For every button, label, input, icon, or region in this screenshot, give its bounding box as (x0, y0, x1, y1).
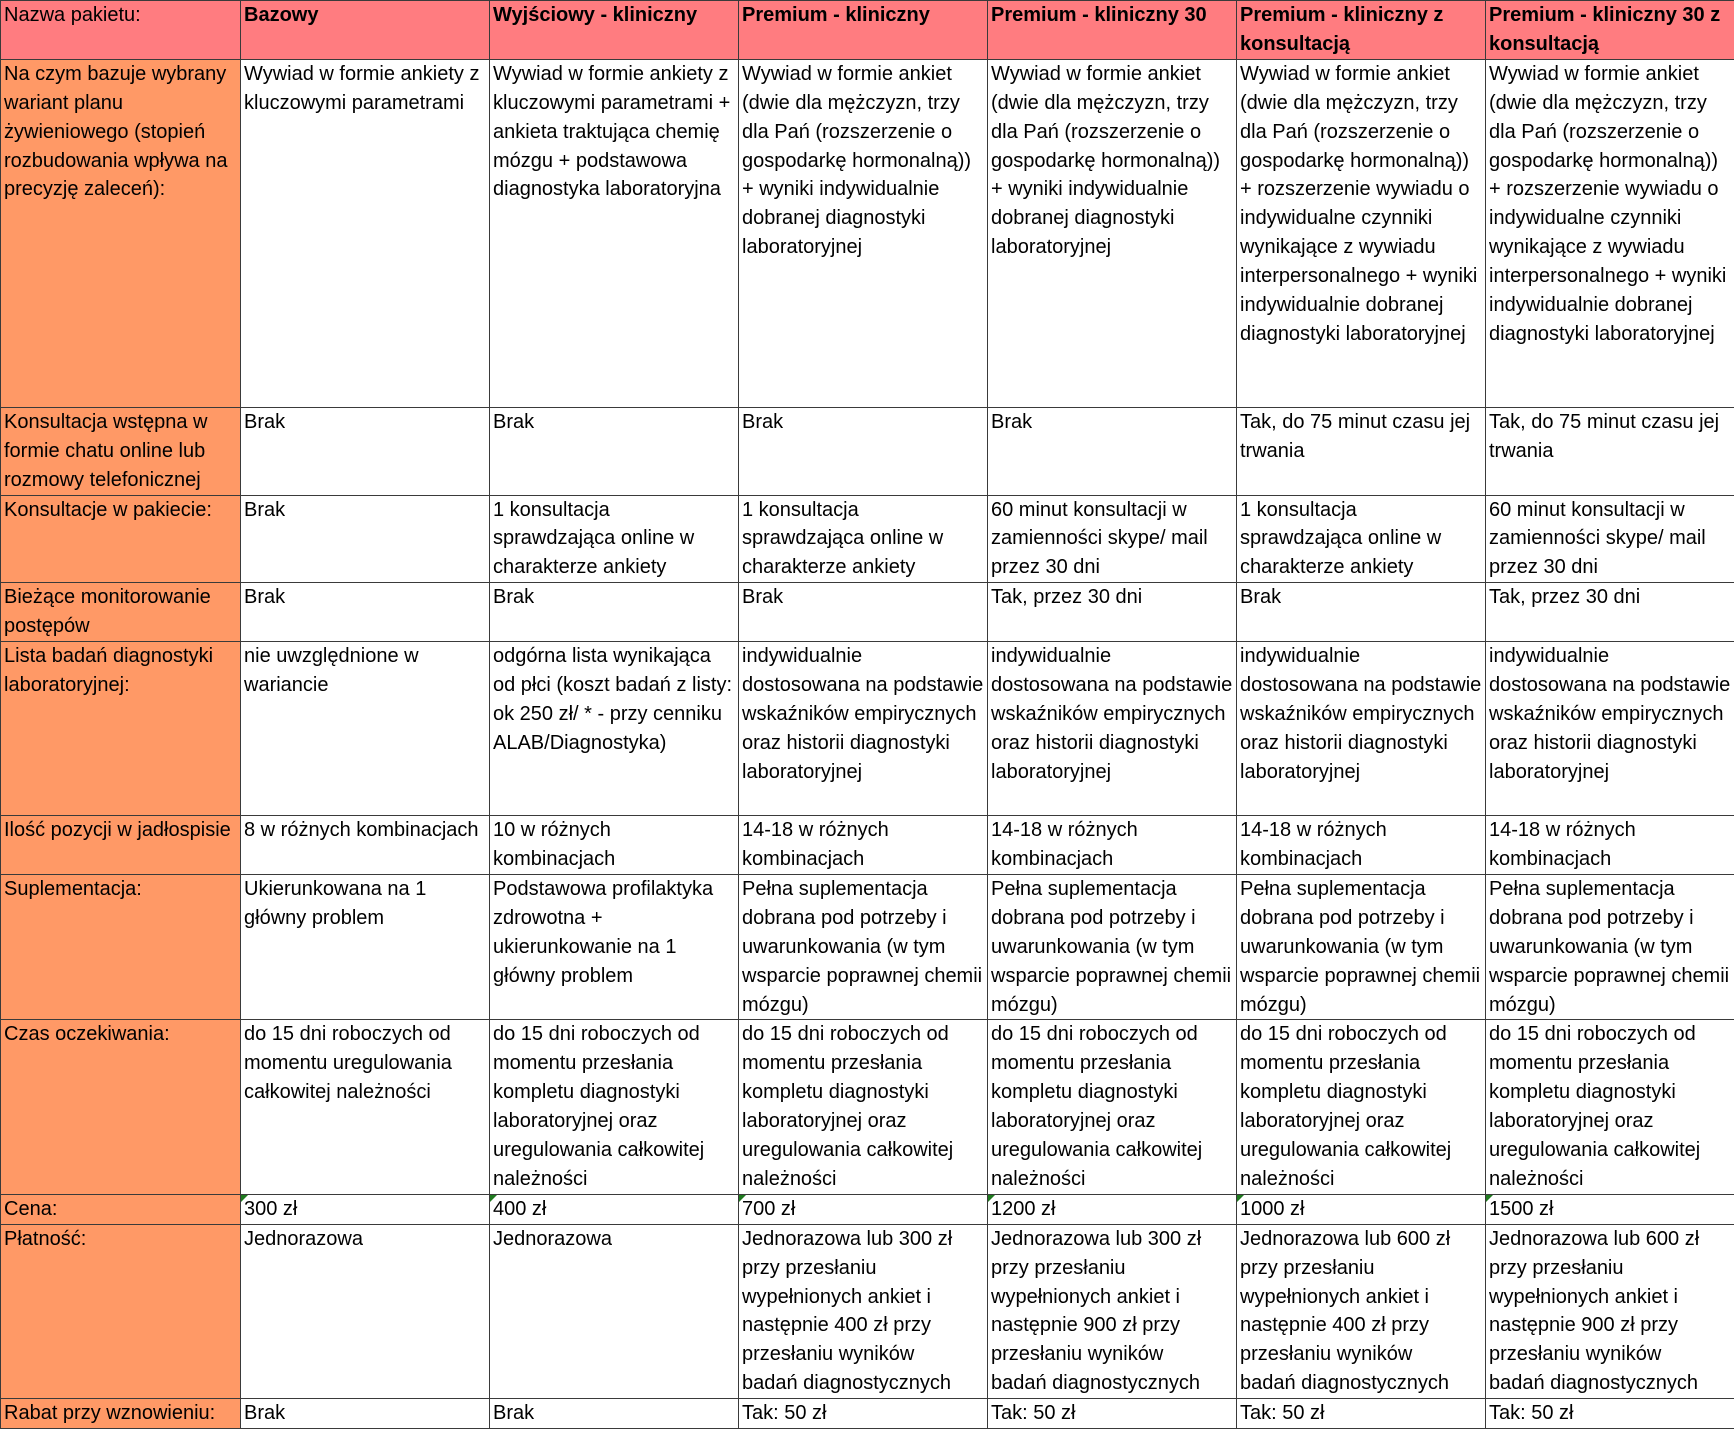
comment-marker-icon (739, 1195, 746, 1202)
table-cell[interactable]: do 15 dni roboczych od momentu przesłania kompletu diagnostyki laboratoryjnej oraz uregulowania całkowitej należności (988, 1020, 1237, 1194)
table-cell[interactable]: Tak: 50 zł (739, 1399, 988, 1429)
table-cell[interactable]: Brak (1237, 583, 1486, 642)
package-name-cell[interactable]: Premium - kliniczny (739, 1, 988, 60)
table-cell[interactable]: Brak (739, 583, 988, 642)
table-cell[interactable]: Podstawowa profilaktyka zdrowotna + ukierunkowanie na 1 główny problem (490, 874, 739, 1020)
table-cell[interactable]: 14-18 w różnych kombinacjach (1486, 816, 1734, 875)
table-cell[interactable]: Wywiad w formie ankiet (dwie dla mężczyzn, trzy dla Pań (rozszerzenie o gospodarkę hormonalną)) + rozszerzenie wywiadu o indywidualne czynniki wynikające z wywiadu interpersonalnego + wyniki indywidualnie dobranej diagnostyki laboratoryjnej (1486, 59, 1734, 407)
table-cell[interactable]: do 15 dni roboczych od momentu przesłania kompletu diagnostyki laboratoryjnej oraz uregulowania całkowitej należności (1237, 1020, 1486, 1194)
table-cell[interactable]: Brak (490, 1399, 739, 1429)
table-cell[interactable]: do 15 dni roboczych od momentu przesłania kompletu diagnostyki laboratoryjnej oraz uregulowania całkowitej należności (490, 1020, 739, 1194)
table-cell[interactable]: do 15 dni roboczych od momentu uregulowania całkowitej należności (241, 1020, 490, 1194)
table-cell[interactable]: Jednorazowa lub 600 zł przy przesłaniu wypełnionych ankiet i następnie 900 zł przy przesłaniu wyników badań diagnostycznych (1486, 1224, 1734, 1398)
table-row (1, 59, 1734, 407)
table-cell[interactable]: 14-18 w różnych kombinacjach (1237, 816, 1486, 875)
price-cell[interactable] (1237, 1194, 1486, 1224)
table-cell[interactable]: Jednorazowa lub 600 zł przy przesłaniu wypełnionych ankiet i następnie 400 zł przy przesłaniu wyników badań diagnostycznych (1237, 1224, 1486, 1398)
price-value: 1200 zł (991, 1198, 1056, 1220)
table-cell[interactable]: Brak (241, 583, 490, 642)
header-row (1, 1, 1734, 60)
comment-marker-icon (241, 1195, 248, 1202)
row-label-cell[interactable]: Ilość pozycji w jadłospisie (1, 816, 241, 875)
table-cell[interactable]: Tak, przez 30 dni (1486, 583, 1734, 642)
table-row (1, 407, 1734, 495)
table-cell[interactable]: 10 w różnych kombinacjach (490, 816, 739, 875)
package-name-cell[interactable]: Premium - kliniczny 30 (988, 1, 1237, 60)
table-cell[interactable]: 60 minut konsultacji w zamienności skype/ mail przez 30 dni (988, 495, 1237, 583)
comment-marker-icon (490, 1195, 497, 1202)
table-cell[interactable]: 8 w różnych kombinacjach (241, 816, 490, 875)
table-cell[interactable]: Pełna suplementacja dobrana pod potrzeby i uwarunkowania (w tym wsparcie poprawnej chemii mózgu) (739, 874, 988, 1020)
table-cell[interactable]: Tak: 50 zł (988, 1399, 1237, 1429)
package-name-cell[interactable]: Premium - kliniczny 30 z konsultacją (1486, 1, 1734, 60)
row-label-cell[interactable]: Konsultacja wstępna w formie chatu online lub rozmowy telefonicznej (1, 407, 241, 495)
price-value: 1000 zł (1240, 1198, 1305, 1220)
price-cell[interactable] (988, 1194, 1237, 1224)
table-cell[interactable]: indywidualnie dostosowana na podstawie wskaźników empirycznych oraz historii diagnostyki laboratoryjnej (1486, 642, 1734, 816)
row-label-cell[interactable]: Czas oczekiwania: (1, 1020, 241, 1194)
table-cell[interactable]: 14-18 w różnych kombinacjach (739, 816, 988, 875)
row-label-cell[interactable]: Płatność: (1, 1224, 241, 1398)
table-cell[interactable]: Jednorazowa (241, 1224, 490, 1398)
table-cell[interactable]: 1 konsultacja sprawdzająca online w charakterze ankiety (1237, 495, 1486, 583)
row-label-cell[interactable]: Konsultacje w pakiecie: (1, 495, 241, 583)
table-row (1, 1399, 1734, 1429)
table-cell[interactable]: 1 konsultacja sprawdzająca online w charakterze ankiety (490, 495, 739, 583)
table-cell[interactable]: indywidualnie dostosowana na podstawie wskaźników empirycznych oraz historii diagnostyki laboratoryjnej (1237, 642, 1486, 816)
table-cell[interactable]: Wywiad w formie ankiety z kluczowymi parametrami (241, 59, 490, 407)
price-value: 400 zł (493, 1198, 546, 1220)
table-row (1, 816, 1734, 875)
table-cell[interactable]: Brak (490, 407, 739, 495)
table-cell[interactable]: Tak, do 75 minut czasu jej trwania (1486, 407, 1734, 495)
package-name-cell[interactable]: Premium - kliniczny z konsultacją (1237, 1, 1486, 60)
comment-marker-icon (1237, 1195, 1244, 1202)
table-row (1, 1224, 1734, 1398)
table-cell[interactable]: Brak (739, 407, 988, 495)
price-cell[interactable] (739, 1194, 988, 1224)
price-cell[interactable] (490, 1194, 739, 1224)
package-name-cell[interactable]: Bazowy (241, 1, 490, 60)
row-label-cell[interactable]: Cena: (1, 1194, 241, 1224)
price-cell[interactable] (241, 1194, 490, 1224)
table-cell[interactable]: Wywiad w formie ankiet (dwie dla mężczyzn, trzy dla Pań (rozszerzenie o gospodarkę hormonalną)) + wyniki indywidualnie dobranej diagnostyki laboratoryjnej (739, 59, 988, 407)
table-cell[interactable]: Brak (490, 583, 739, 642)
table-cell[interactable]: Brak (241, 1399, 490, 1429)
table-cell[interactable]: Ukierunkowana na 1 główny problem (241, 874, 490, 1020)
comment-marker-icon (988, 1195, 995, 1202)
table-cell[interactable]: Jednorazowa lub 300 zł przy przesłaniu wypełnionych ankiet i następnie 400 zł przy przesłaniu wyników badań diagnostycznych (739, 1224, 988, 1398)
header-label-cell[interactable]: Nazwa pakietu: (1, 1, 241, 60)
table-cell[interactable]: odgórna lista wynikająca od płci (koszt badań z listy: ok 250 zł/ * - przy cenniku ALAB/Diagnostyka) (490, 642, 739, 816)
table-cell[interactable]: Tak: 50 zł (1486, 1399, 1734, 1429)
row-label-cell[interactable]: Bieżące monitorowanie postępów (1, 583, 241, 642)
comment-marker-icon (1486, 1195, 1493, 1202)
table-cell[interactable]: Pełna suplementacja dobrana pod potrzeby i uwarunkowania (w tym wsparcie poprawnej chemii mózgu) (1486, 874, 1734, 1020)
table-row (1, 642, 1734, 816)
price-value: 1500 zł (1489, 1198, 1554, 1220)
table-cell[interactable]: Tak: 50 zł (1237, 1399, 1486, 1429)
row-label-cell[interactable]: Lista badań diagnostyki laboratoryjnej: (1, 642, 241, 816)
table-cell[interactable]: Wywiad w formie ankiet (dwie dla mężczyzn, trzy dla Pań (rozszerzenie o gospodarkę hormonalną)) + wyniki indywidualnie dobranej diagnostyki laboratoryjnej (988, 59, 1237, 407)
table-cell[interactable]: nie uwzględnione w wariancie (241, 642, 490, 816)
table-row (1, 1020, 1734, 1194)
table-cell[interactable]: Wywiad w formie ankiety z kluczowymi parametrami + ankieta traktująca chemię mózgu + podstawowa diagnostyka laboratoryjna (490, 59, 739, 407)
row-label-cell[interactable]: Suplementacja: (1, 874, 241, 1020)
table-cell[interactable]: Pełna suplementacja dobrana pod potrzeby i uwarunkowania (w tym wsparcie poprawnej chemii mózgu) (1237, 874, 1486, 1020)
table-row (1, 583, 1734, 642)
table-cell[interactable]: Tak, do 75 minut czasu jej trwania (1237, 407, 1486, 495)
table-cell[interactable]: indywidualnie dostosowana na podstawie wskaźników empirycznych oraz historii diagnostyki laboratoryjnej (988, 642, 1237, 816)
table-cell[interactable]: 60 minut konsultacji w zamienności skype/ mail przez 30 dni (1486, 495, 1734, 583)
table-cell[interactable]: Tak, przez 30 dni (988, 583, 1237, 642)
table-cell[interactable]: Jednorazowa lub 300 zł przy przesłaniu wypełnionych ankiet i następnie 900 zł przy przesłaniu wyników badań diagnostycznych (988, 1224, 1237, 1398)
package-name-cell[interactable]: Wyjściowy - kliniczny (490, 1, 739, 60)
table-cell[interactable]: Jednorazowa (490, 1224, 739, 1398)
table-cell[interactable]: 14-18 w różnych kombinacjach (988, 816, 1237, 875)
table-cell[interactable]: Brak (241, 495, 490, 583)
row-label-cell[interactable]: Rabat przy wznowieniu: (1, 1399, 241, 1429)
table-row (1, 1194, 1734, 1224)
table-row (1, 874, 1734, 1020)
row-label-cell[interactable]: Na czym bazuje wybrany wariant planu żywieniowego (stopień rozbudowania wpływa na precyzję zaleceń): (1, 59, 241, 407)
table-cell[interactable]: Brak (241, 407, 490, 495)
table-cell[interactable]: Brak (988, 407, 1237, 495)
table-cell[interactable]: 1 konsultacja sprawdzająca online w charakterze ankiety (739, 495, 988, 583)
table-cell[interactable]: do 15 dni roboczych od momentu przesłania kompletu diagnostyki laboratoryjnej oraz uregulowania całkowitej należności (1486, 1020, 1734, 1194)
price-cell[interactable] (1486, 1194, 1734, 1224)
table-cell[interactable]: do 15 dni roboczych od momentu przesłania kompletu diagnostyki laboratoryjnej oraz uregulowania całkowitej należności (739, 1020, 988, 1194)
table-cell[interactable]: Wywiad w formie ankiet (dwie dla mężczyzn, trzy dla Pań (rozszerzenie o gospodarkę hormonalną)) + rozszerzenie wywiadu o indywidualne czynniki wynikające z wywiadu interpersonalnego + wyniki indywidualnie dobranej diagnostyki laboratoryjnej (1237, 59, 1486, 407)
price-value: 300 zł (244, 1198, 297, 1220)
price-value: 700 zł (742, 1198, 795, 1220)
table-cell[interactable]: indywidualnie dostosowana na podstawie wskaźników empirycznych oraz historii diagnostyki laboratoryjnej (739, 642, 988, 816)
table-row (1, 495, 1734, 583)
table-cell[interactable]: Pełna suplementacja dobrana pod potrzeby i uwarunkowania (w tym wsparcie poprawnej chemii mózgu) (988, 874, 1237, 1020)
